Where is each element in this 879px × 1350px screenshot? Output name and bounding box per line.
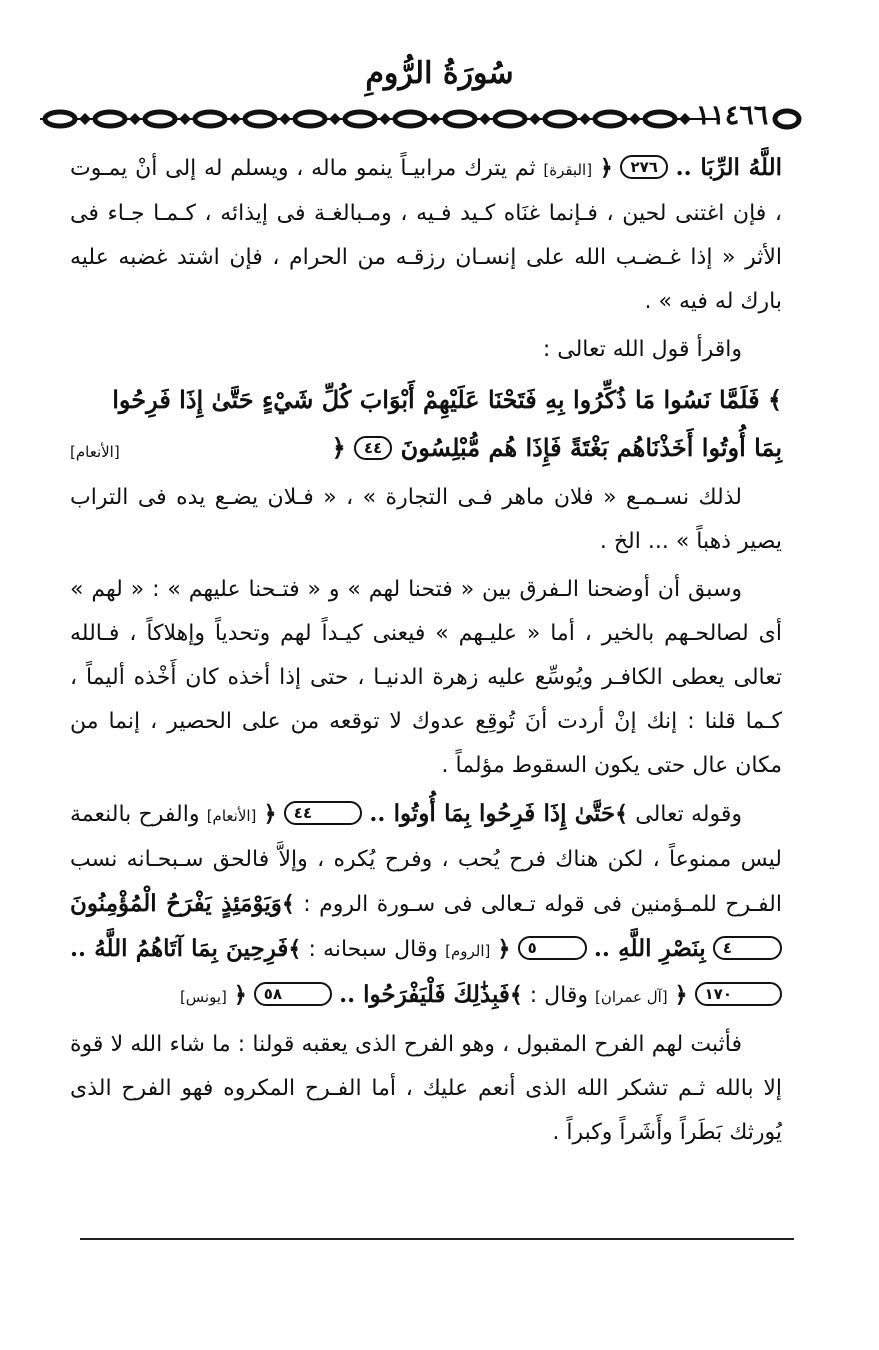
surah-title: سُورَةُ الرُّومِ (365, 56, 514, 91)
paragraph-text: ثم يترك مرابيـاً ينمو ماله ، ويسلم له إلى أنْ يمـوت ، فإن اغتنى لحين ، فـإنما غنَاه كـيد فـيه ، ومـبالغـة فى إيذائه ، كـمـا جـاء فى الأثر « إذا غـضـب الله على إنسـان رزقـه من الحرام ، فإن اشتد غضبه عليه بارك له فيه » . (70, 156, 782, 314)
paragraph-3: لذلك نسـمـع « فلان ماهر فـى التجارة » ، « فـلان يضـع يده فى التراب يصير ذهباً » ... الخ . (70, 485, 782, 554)
surah-reference: [الأنعام] (206, 807, 257, 825)
quran-quote: بِنَصْرِ اللَّهِ .. (593, 935, 706, 962)
quran-bracket: ﴿ (674, 983, 688, 1008)
quran-bracket: ﴿ (497, 937, 511, 962)
paragraph-6: فأثبت لهم الفرح المقبول ، وهو الفرح الذى يعقبه قولنا : ما شاء الله لا قوة إلا بالله ثـم تشكر الله الذى أنعم عليك ، أما الفـرح المكروه فهو الفرح الذى يُورثك بَطَراً وأَشَراً وكبراً . (70, 1032, 782, 1145)
quran-quote: حَتَّىٰ إِذَا فَرِحُوا بِمَا أُوتُوا .. (369, 800, 616, 827)
quran-bracket: ﴾ (767, 385, 782, 414)
quran-bracket: ﴿ (331, 433, 346, 462)
page-number: ١١٤٦٦ (695, 100, 769, 131)
chain-ornament (40, 104, 720, 134)
surah-reference: [آل عمران] (595, 988, 668, 1006)
ayah-number: ٥٨ (254, 982, 332, 1006)
surah-reference: [الأنعام] (70, 443, 120, 461)
surah-reference: [البقرة] (543, 161, 593, 179)
ayah-number: ٤ (713, 936, 782, 960)
surah-reference: [الروم] (445, 942, 491, 960)
verse-text: فَلَمَّا نَسُوا مَا ذُكِّرُوا بِهِ فَتَحْنَا عَلَيْهِمْ أَبْوَابَ كُلِّ شَيْءٍ حَتَّىٰ إِذَا فَرِحُوا (112, 385, 760, 414)
quran-quote: فَبِذَٰلِكَ فَلْيَفْرَحُوا .. (339, 981, 510, 1008)
quran-bracket: ﴿ (233, 983, 247, 1008)
ayah-number: ٤٤ (284, 801, 362, 825)
paragraph-1 (70, 146, 782, 324)
quran-bracket: ﴾ (281, 892, 295, 917)
paragraph-text: وقوله تعالى (635, 802, 742, 827)
paragraph-text: وقال سبحانه : (308, 937, 438, 962)
verse-line-2 (70, 424, 782, 472)
quran-quote: فَرِحِينَ بِمَا آتَاهُمُ اللَّهُ .. (70, 935, 289, 962)
quran-bracket: ﴾ (615, 802, 628, 827)
quran-bracket: ﴿ (263, 802, 277, 827)
paragraph-5 (70, 792, 782, 1019)
footer-rule (80, 1238, 794, 1240)
surah-reference: [يونس] (179, 988, 227, 1006)
ayah-number: ٤٤ (354, 436, 392, 460)
verse-line-1 (70, 376, 782, 424)
paragraph-2: واقرأ قول الله تعالى : (542, 337, 742, 362)
ayah-number: ٥ (518, 936, 587, 960)
quran-quote: اللَّهُ الرِّبَا .. (675, 154, 783, 181)
quran-bracket: ﴾ (288, 937, 302, 962)
page-body (70, 146, 782, 1159)
paragraph-4: وسبق أن أوضحنا الـفرق بين « فتحنا لهم » و « فتـحنا عليهم » : « لهم » أى لصالحـهم بالخير ، أما « عليـهم » فيعنى كيـداً لهم وتحدياً وإهلاكاً ، فـالله تعالى يعطى الكافـر ويُوسِّع عليه زهرة الدنيـا ، حتى إذا أخذه كان أَخْذه أليماً ، كـما قلنا : إنك إنْ أردت أنَ تُوقِع عدوك لا توقعه من على الحصير ، إنما من مكان عال حتى يكون السقوط مؤلماً . (70, 577, 782, 778)
quran-quote: وَيَوْمَئِذٍ يَفْرَحُ الْمُؤْمِنُونَ (70, 890, 282, 917)
ornament-end-cap (772, 107, 802, 131)
ayah-number: ٢٧٦ (620, 155, 667, 179)
paragraph-text: والفرح بالنعمة ليس ممنوعاً ، لكن هناك فرح يُحب ، وفرح يُكره ، وإلاَّ فالحق سـبحـانه نسب الفـرح للمـؤمنين فى قوله تـعالى فى سـورة الروم : (70, 802, 782, 917)
verse-text: بِمَا أُوتُوا أَخَذْنَاهُم بَغْتَةً فَإِذَا هُم مُّبْلِسُونَ (400, 433, 782, 462)
paragraph-text: وقال : (529, 983, 589, 1008)
quran-bracket: ﴾ (509, 983, 523, 1008)
ayah-number: ١٧٠ (695, 982, 782, 1006)
quran-bracket: ﴿ (599, 156, 613, 181)
quran-verse-block (70, 376, 782, 472)
